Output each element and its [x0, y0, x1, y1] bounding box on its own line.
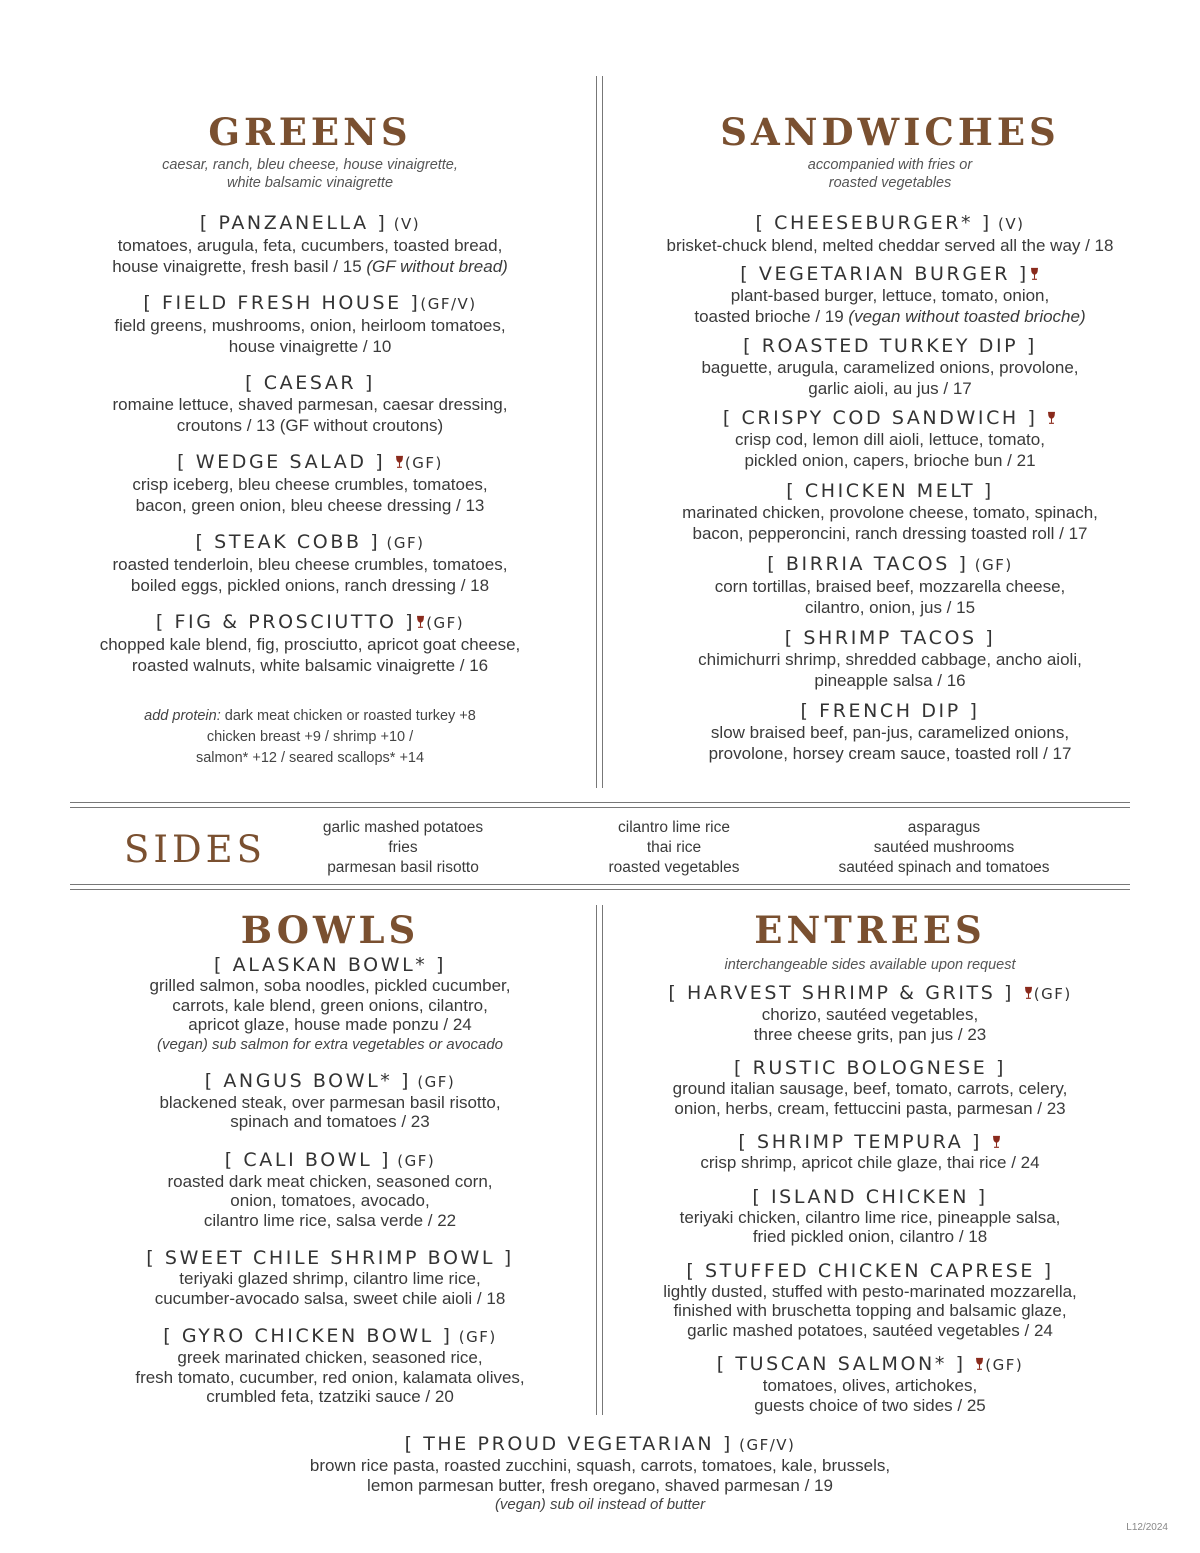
menu-item-birria-tacos: [ BIRRIA TACOS ] (GF) corn tortillas, braised beef, mozzarella cheese, cilantro, onion, jus / 15	[714, 553, 1066, 617]
bowls-title: BOWLS	[240, 908, 420, 952]
item-tag: (V)	[387, 215, 421, 233]
menu-item-harvest-shrimp-grits: [ HARVEST SHRIMP & GRITS ] (GF) chorizo, sautéed vegetables, three cheese grits, pan jus / 23	[668, 982, 1072, 1044]
menu-item-island-chicken: [ ISLAND CHICKEN ] teriyaki chicken, cilantro lime rice, pineapple salsa, fried pickled onion, cilantro / 18	[679, 1185, 1061, 1246]
menu-item-stuffed-chicken-caprese: [ STUFFED CHICKEN CAPRESE ] lightly dusted, stuffed with pesto-marinated mozzarella, finished with bruschetta topping and balsamic glaze, garlic mashed potatoes, sautéed vegetables / 24	[663, 1259, 1077, 1340]
menu-item-shrimp-tacos: [ SHRIMP TACOS ] chimichurri shrimp, shredded cabbage, ancho aioli, pineapple salsa / 16	[698, 627, 1082, 690]
menu-item-rustic-bolognese: [ RUSTIC BOLOGNESE ] ground italian sausage, beef, tomato, carrots, celery, onion, herbs, cream, fettuccini pasta, parmesan / 23	[672, 1057, 1068, 1118]
item-name: [ BIRRIA TACOS ]	[767, 553, 969, 575]
divider-horizontal-sides-bottom-b	[70, 889, 1130, 890]
menu-item-french-dip: [ FRENCH DIP ] slow braised beef, pan-jus, caramelized onions, provolone, horsey cream sauce, toasted roll / 17	[708, 700, 1072, 763]
divider-horizontal-sides-top-b	[70, 807, 1130, 808]
menu-item-wedge-salad: [ WEDGE SALAD ] (GF) crisp iceberg, bleu cheese crumbles, tomatoes, bacon, green onion, bleu cheese dressing / 13	[132, 451, 488, 515]
menu-item-caesar: [ CAESAR ] romaine lettuce, shaved parmesan, caesar dressing, croutons / 13 (GF without croutons)	[112, 372, 508, 435]
sandwiches-title: SANDWICHES	[720, 110, 1060, 154]
wine-pairing-icon	[1047, 411, 1056, 425]
item-name: [ VEGETARIAN BURGER ]	[740, 263, 1029, 285]
item-name: [ CRISPY COD SANDWICH ]	[722, 407, 1038, 429]
menu-item-sweet-chile-shrimp-bowl: [ SWEET CHILE SHRIMP BOWL ] teriyaki glazed shrimp, cilantro lime rice, cucumber-avocado salsa, sweet chile aioli / 18	[146, 1247, 514, 1308]
menu-item-fig-prosciutto: [ FIG & PROSCIUTTO ] (GF) chopped kale blend, fig, prosciutto, apricot goat cheese, roasted walnuts, white balsamic vinaigrette / 16	[99, 611, 521, 675]
sides-title: SIDES	[124, 828, 266, 871]
item-name: [ PANZANELLA ]	[199, 212, 388, 234]
item-name: [ GYRO CHICKEN BOWL ]	[163, 1325, 453, 1347]
menu-item-cheeseburger: [ CHEESEBURGER* ] (V) brisket-chuck blend, melted cheddar served all the way / 18	[666, 212, 1114, 255]
side-item: sautéed mushrooms	[873, 839, 1015, 856]
item-name: [ FIG & PROSCIUTTO ]	[155, 611, 416, 633]
menu-item-vegetarian-burger: [ VEGETARIAN BURGER ] plant-based burger, lettuce, tomato, onion, toasted brioche / 19 (vegan without toasted brioche)	[694, 263, 1086, 326]
item-name: [ RUSTIC BOLOGNESE ]	[733, 1057, 1007, 1079]
menu-item-crispy-cod-sandwich: [ CRISPY COD SANDWICH ] crisp cod, lemon dill aioli, lettuce, tomato, pickled onion, capers, brioche bun / 21	[620, 407, 1160, 471]
divider-horizontal-sides-bottom-a	[70, 884, 1130, 885]
greens-title: GREENS	[208, 110, 412, 154]
menu-item-alaskan-bowl: [ ALASKAN BOWL* ] grilled salmon, soba noodles, pickled cucumber, carrots, kale blend, green onions, cilantro, apricot glaze, house made ponzu / 24 (vegan) sub salmon for extra vegetables or avocado	[60, 954, 600, 1054]
wine-pairing-icon	[416, 615, 425, 629]
item-tag: (GF)	[404, 454, 443, 472]
sides-column-1	[283, 818, 523, 878]
side-item: sautéed spinach and tomatoes	[838, 859, 1050, 876]
item-name: [ CHEESEBURGER* ]	[755, 212, 992, 234]
sides-column-2	[554, 818, 794, 878]
item-tag: (V)	[991, 215, 1025, 233]
item-tag: (GF)	[426, 614, 465, 632]
item-name: [ WEDGE SALAD ]	[177, 451, 386, 473]
item-tag: (GF)	[1033, 985, 1072, 1003]
sides-column-3	[814, 818, 1074, 878]
item-name: [ ALASKAN BOWL* ]	[213, 954, 447, 976]
item-name: [ STEAK COBB ]	[195, 531, 381, 553]
item-tag: (GF)	[968, 556, 1013, 574]
item-name: [ SHRIMP TACOS ]	[784, 627, 996, 649]
bowls-section	[60, 910, 600, 1407]
entrees-section	[600, 910, 1140, 1415]
menu-item-gyro-chicken-bowl: [ GYRO CHICKEN BOWL ] (GF) greek marinated chicken, seasoned rice, fresh tomato, cucumber, red onion, kalamata olives, crumbled feta, tzatziki sauce / 20	[135, 1325, 525, 1406]
item-name: [ FRENCH DIP ]	[800, 700, 980, 722]
menu-code: L12/2024	[1126, 1522, 1168, 1533]
greens-section	[40, 112, 580, 769]
item-name: [ STUFFED CHICKEN CAPRESE ]	[686, 1259, 1054, 1282]
wine-pairing-icon	[1024, 986, 1033, 1000]
item-note: (vegan) sub salmon for extra vegetables or avocado	[156, 1035, 504, 1053]
item-tag: (GF)	[391, 1151, 436, 1170]
item-tag: (GF/V)	[420, 295, 477, 313]
wine-pairing-icon	[1030, 267, 1039, 281]
menu-item-panzanella: [ PANZANELLA ] (V) tomatoes, arugula, feta, cucumbers, toasted bread, house vinaigrette, fresh basil / 15 (GF without bread)	[112, 212, 508, 276]
item-name: [ SHRIMP TEMPURA ]	[738, 1131, 982, 1153]
item-name: [ HARVEST SHRIMP & GRITS ]	[668, 982, 1015, 1004]
menu-item-field-fresh-house: [ FIELD FRESH HOUSE ](GF/V) field greens, mushrooms, onion, heirloom tomatoes, house vinaigrette / 10	[114, 292, 506, 356]
side-item: thai rice	[646, 839, 702, 856]
side-item: fries	[388, 839, 418, 856]
divider-horizontal-sides-top-a	[70, 802, 1130, 803]
menu-item-angus-bowl: [ ANGUS BOWL* ] (GF) blackened steak, over parmesan basil risotto, spinach and tomatoes / 23	[159, 1069, 501, 1131]
menu-item-proud-vegetarian: [ THE PROUD VEGETARIAN ] (GF/V) brown rice pasta, roasted zucchini, squash, carrots, tomatoes, kale, brussels, lemon parmesan butter, fresh oregano, shaved parmesan / 19 (vegan) sub oil instead of butter	[150, 1433, 1050, 1514]
item-tag: (GF)	[985, 1356, 1024, 1374]
item-name: [ CHICKEN MELT ]	[786, 480, 994, 502]
menu-item-cali-bowl: [ CALI BOWL ] (GF) roasted dark meat chicken, seasoned corn, onion, tomatoes, avocado, cilantro lime rice, salsa verde / 22	[167, 1148, 493, 1230]
menu-item-tuscan-salmon: [ TUSCAN SALMON* ] (GF) tomatoes, olives, artichokes, guests choice of two sides / 25	[716, 1353, 1024, 1415]
menu-item-roasted-turkey-dip: [ ROASTED TURKEY DIP ] baguette, arugula, caramelized onions, provolone, garlic aioli, au jus / 17	[701, 335, 1079, 398]
wine-pairing-icon	[395, 455, 404, 469]
item-name: [ ROASTED TURKEY DIP ]	[743, 335, 1037, 357]
wine-pairing-icon	[975, 1357, 984, 1371]
item-name: [ CALI BOWL ]	[224, 1148, 391, 1171]
side-item: roasted vegetables	[608, 859, 740, 876]
greens-subtitle: caesar, ranch, bleu cheese, house vinaigrette, white balsamic vinaigrette	[162, 157, 458, 191]
add-protein-label: add protein:	[144, 708, 221, 724]
side-item: garlic mashed potatoes	[322, 819, 484, 836]
item-tag: (GF)	[452, 1328, 497, 1346]
item-name: [ CAESAR ]	[245, 372, 375, 394]
add-protein-note: add protein: dark meat chicken or roasted turkey +8 chicken breast +9 / shrimp +10 / salmon* +12 / seared scallops* +14	[144, 708, 476, 766]
entrees-subtitle: interchangeable sides available upon request	[724, 957, 1016, 973]
divider-vertical-top-b	[602, 76, 603, 788]
item-note: (vegan) sub oil instead of butter	[494, 1496, 706, 1513]
entrees-title: ENTREES	[754, 908, 986, 952]
sandwiches-section	[620, 112, 1160, 764]
item-tag: (GF)	[411, 1072, 456, 1091]
menu-item-steak-cobb: [ STEAK COBB ] (GF) roasted tenderloin, bleu cheese crumbles, tomatoes, boiled eggs, pickled onions, ranch dressing / 18	[112, 531, 508, 595]
item-name: [ ISLAND CHICKEN ]	[752, 1185, 988, 1208]
item-tag: (GF)	[380, 534, 425, 552]
item-name: [ SWEET CHILE SHRIMP BOWL ]	[146, 1247, 514, 1269]
menu-item-shrimp-tempura: [ SHRIMP TEMPURA ] crisp shrimp, apricot chile glaze, thai rice / 24	[700, 1131, 1040, 1172]
item-name: [ TUSCAN SALMON* ]	[716, 1353, 966, 1375]
side-item: cilantro lime rice	[618, 819, 730, 836]
side-item: parmesan basil risotto	[327, 859, 479, 876]
item-name: [ THE PROUD VEGETARIAN ]	[404, 1433, 733, 1455]
item-name: [ FIELD FRESH HOUSE ]	[143, 292, 421, 314]
menu-item-chicken-melt: [ CHICKEN MELT ] marinated chicken, provolone cheese, tomato, spinach, bacon, pepperoncini, ranch dressing toasted roll / 17	[682, 480, 1098, 543]
wine-pairing-icon	[992, 1135, 1001, 1149]
divider-vertical-top-a	[596, 76, 597, 788]
item-tag: (GF/V)	[732, 1436, 796, 1454]
sandwiches-subtitle: accompanied with fries or roasted vegetables	[807, 157, 973, 191]
item-name: [ ANGUS BOWL* ]	[204, 1069, 412, 1092]
side-item: asparagus	[907, 819, 981, 836]
